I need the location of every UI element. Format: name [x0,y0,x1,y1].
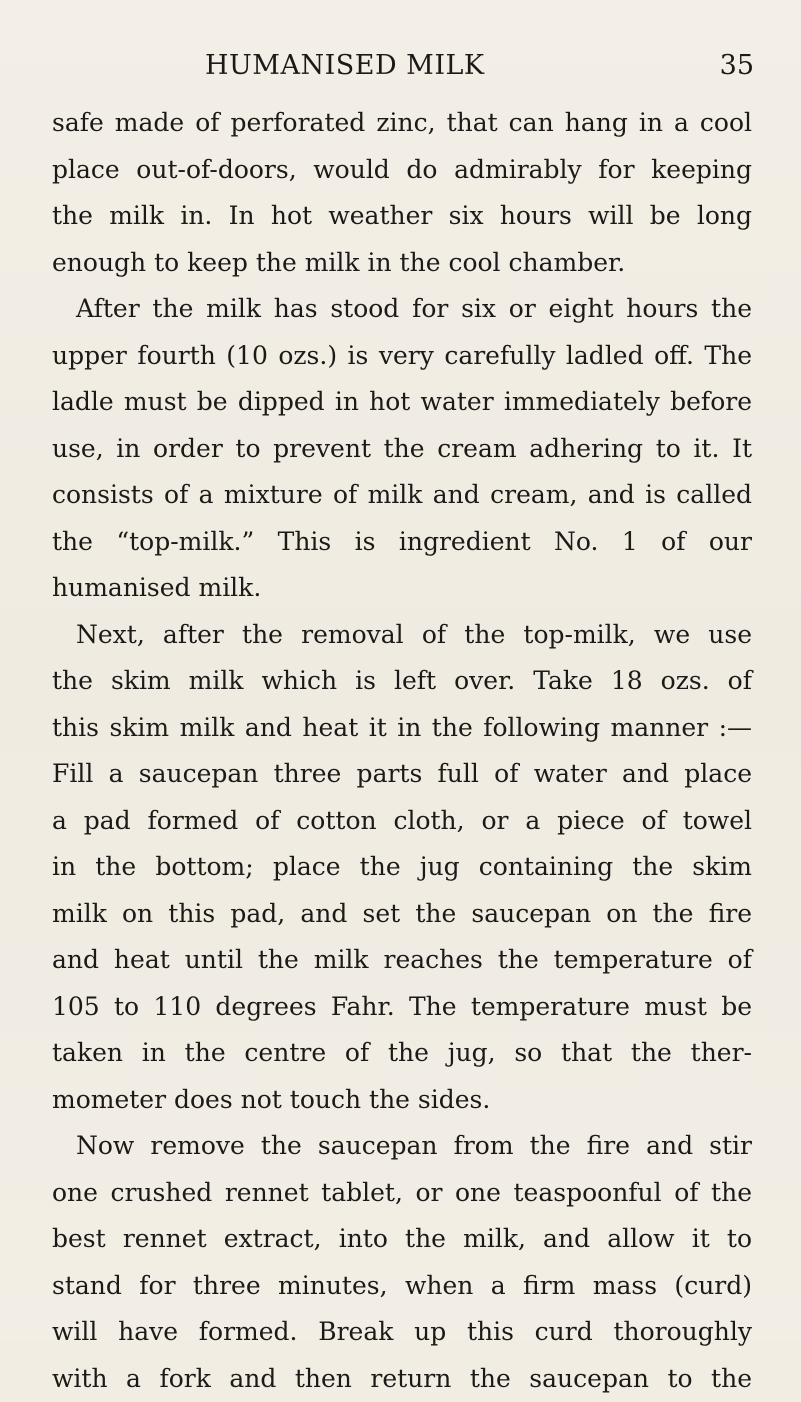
text-line: humanised milk. [52,565,752,612]
text-line: consists of a mixture of milk and cream, and is called [52,472,752,519]
text-line: milk on this pad, and set the saucepan on the fire [52,891,752,938]
text-line: place out-of-doors, would do admirably for keeping [52,147,752,194]
text-line: this skim milk and heat it in the following manner :— [52,705,752,752]
text-line: After the milk has stood for six or eight hours the [52,286,752,333]
text-line: the “top-milk.” This is ingredient No. 1 of our [52,519,752,566]
text-line: one crushed rennet tablet, or one teaspoonful of the [52,1170,752,1217]
text-line: in the bottom; place the jug containing the skim [52,844,752,891]
body-text [52,100,752,1402]
text-line: a pad formed of cotton cloth, or a piece of towel [52,798,752,845]
text-line: the milk in. In hot weather six hours will be long [52,193,752,240]
text-line: mometer does not touch the sides. [52,1077,752,1124]
text-line: 105 to 110 degrees Fahr. The temperature must be [52,984,752,1031]
text-line: Now remove the saucepan from the fire and stir [52,1123,752,1170]
text-line: ladle must be dipped in hot water immediately before [52,379,752,426]
text-line: use, in order to prevent the cream adhering to it. It [52,426,752,473]
text-line: upper fourth (10 ozs.) is very carefully ladled off. The [52,333,752,380]
text-line: and heat until the milk reaches the temperature of [52,937,752,984]
text-line: with a fork and then return the saucepan to the [52,1356,752,1402]
text-line: the skim milk which is left over. Take 18 ozs. of [52,658,752,705]
page-number: 35 [720,46,754,86]
text-line: Fill a saucepan three parts full of water and place [52,751,752,798]
running-head [0,46,801,86]
page-title: HUMANISED MILK [205,46,485,86]
text-line: taken in the centre of the jug, so that the ther- [52,1030,752,1077]
text-line: best rennet extract, into the milk, and allow it to [52,1216,752,1263]
text-line: enough to keep the milk in the cool chamber. [52,240,752,287]
text-line: stand for three minutes, when a firm mass (curd) [52,1263,752,1310]
text-line: Next, after the removal of the top-milk, we use [52,612,752,659]
text-line: safe made of perforated zinc, that can hang in a cool [52,100,752,147]
text-line: will have formed. Break up this curd thoroughly [52,1309,752,1356]
